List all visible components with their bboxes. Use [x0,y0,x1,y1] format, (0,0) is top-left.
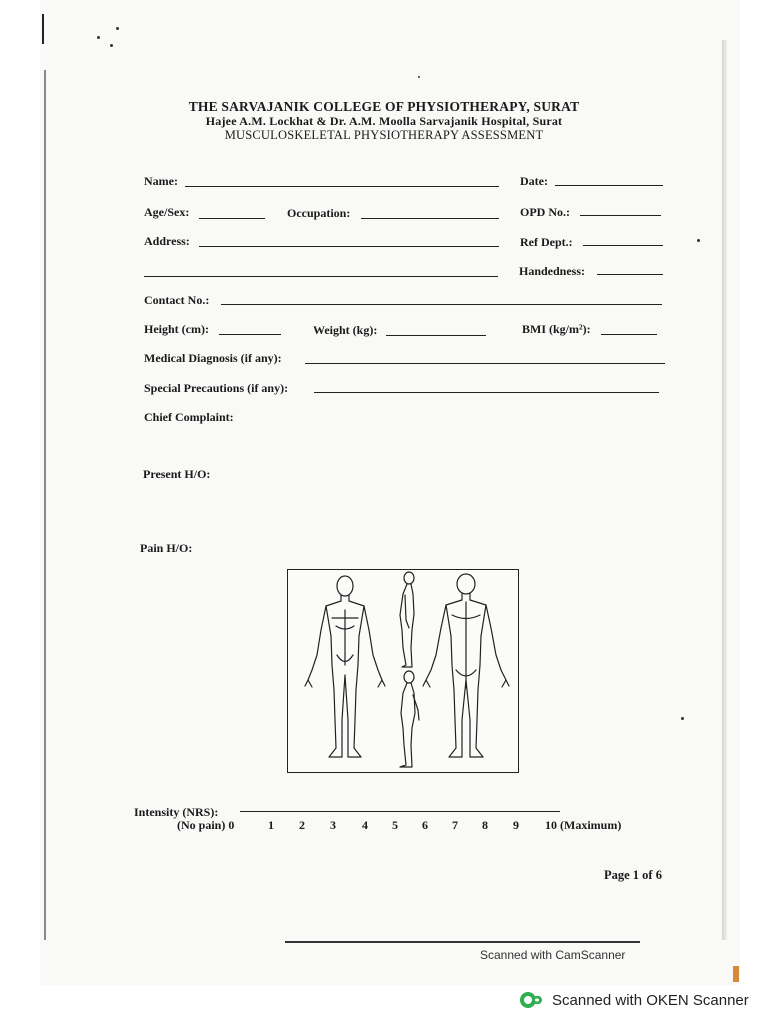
handedness-field[interactable] [597,274,663,275]
ref-dept-field[interactable] [583,245,663,246]
nrs-number: 1 [268,818,274,832]
body-back-view-icon [423,574,509,757]
nrs-number: 7 [452,818,458,832]
handedness-label: Handedness: [519,264,586,278]
ref-dept-label: Ref Dept.: [520,235,573,249]
scan-speck [116,27,119,30]
form-title: MUSCULOSKELETAL PHYSIOTHERAPY ASSESSMENT [224,128,544,142]
special-precautions-label: Special Precautions (if any): [144,381,289,395]
intensity-label: Intensity (NRS): [134,805,219,819]
nrs-number: 4 [362,818,368,832]
nrs-min-label: (No pain) 0 [177,818,235,832]
nrs-max-label: 10 (Maximum) [545,818,622,832]
camscanner-watermark: Scanned with CamScanner [480,948,626,962]
scan-speck [697,239,700,242]
age-sex-label: Age/Sex: [144,205,190,219]
oken-scanner-badge [518,990,749,1010]
occupation-field[interactable] [361,218,499,219]
page-number: Page 1 of 6 [604,868,662,882]
contact-no-label: Contact No.: [144,293,210,307]
nrs-number: 8 [482,818,488,832]
date-label: Date: [520,174,548,188]
nrs-number: 9 [513,818,519,832]
nrs-number: 2 [299,818,305,832]
paper-edge-shadow [722,40,727,940]
body-side-view-icon [400,671,419,767]
opd-no-field[interactable] [580,215,661,216]
scan-edge-mark [42,14,44,44]
scan-speck [681,717,684,720]
hospital-name: Hajee A.M. Lockhat & Dr. A.M. Moolla Sarvajanik Hospital, Surat [205,114,563,128]
body-side-view-icon [400,572,414,667]
nrs-number: 5 [392,818,398,832]
special-precautions-field[interactable] [314,392,659,393]
paper-left-edge [44,70,46,940]
date-field[interactable] [555,185,663,186]
body-chart[interactable] [287,569,519,773]
body-front-view-icon [305,576,385,757]
nrs-scale-line[interactable] [240,811,560,812]
address-field[interactable] [199,246,499,247]
height-field[interactable] [219,334,281,335]
weight-label: Weight (kg): [313,323,378,337]
name-label: Name: [144,174,178,188]
medical-diagnosis-field[interactable] [305,363,665,364]
name-field[interactable] [185,186,499,187]
bmi-field[interactable] [601,334,657,335]
opd-no-label: OPD No.: [520,205,570,219]
bmi-label: BMI (kg/m²): [522,322,591,336]
nrs-number: 6 [422,818,428,832]
age-sex-field[interactable] [199,218,265,219]
occupation-label: Occupation: [287,206,351,220]
footer-divider [285,941,640,943]
scan-speck [110,44,113,47]
weight-field[interactable] [386,335,486,336]
nrs-number: 3 [330,818,336,832]
contact-no-field[interactable] [221,304,662,305]
chief-complaint-label: Chief Complaint: [144,410,234,424]
height-label: Height (cm): [144,322,209,336]
scan-speck [418,76,420,78]
pain-ho-label: Pain H/O: [140,541,193,555]
college-name: THE SARVAJANIK COLLEGE OF PHYSIOTHERAPY, SURAT [188,99,580,114]
paper-sheet [40,0,740,985]
oken-logo-icon [518,990,544,1010]
oken-scanner-text: Scanned with OKEN Scanner [552,991,749,1009]
body-chart-figures [288,570,518,772]
scan-speck [97,36,100,39]
address-field-line-2[interactable] [144,276,498,277]
address-label: Address: [144,234,190,248]
present-ho-label: Present H/O: [143,467,211,481]
scan-edge-color [733,966,739,982]
medical-diagnosis-label: Medical Diagnosis (if any): [144,351,282,365]
